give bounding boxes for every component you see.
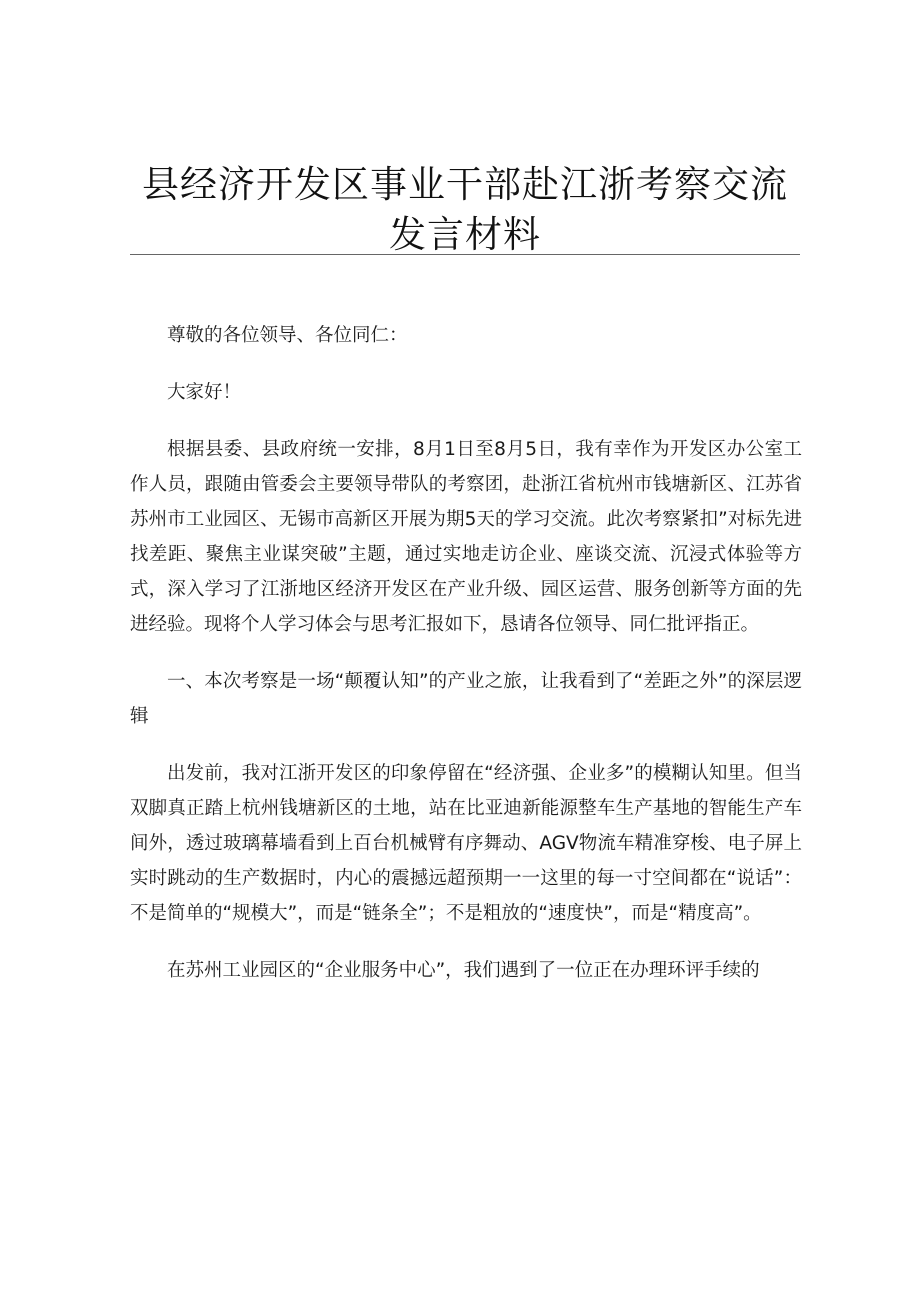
section-heading-1: 一、本次考察是一场“颠覆认知”的产业之旅，让我看到了“差距之外”的深层逻辑 — [130, 671, 802, 727]
body-paragraph: 在苏州工业园区的“企业服务中心”，我们遇到了一位正在办理环评手续的 — [167, 960, 760, 981]
salutation: 尊敬的各位领导、各位同仁： — [167, 325, 408, 346]
greeting: 大家好！ — [167, 382, 242, 403]
document-body — [130, 318, 802, 1010]
intro-paragraph: 根据县委、县政府统一安排，8月1日至8月5日，我有幸作为开发区办公室工作人员，跟随由管委会主要领导带队的考察团，赴浙江省杭州市钱塘新区、江苏省苏州市工业园区、无锡市高新区开展为期5天的学习交流。此次考察紧扣”对标先进找差距、聚焦主业谋突破”主题，通过实地走访企业、座谈交流、沉浸式体验等方式，深入学习了江浙地区经济开发区在产业升级、园区运营、服务创新等方面的先进经验。现将个人学习体会与思考汇报如下，恳请各位领导、同仁批评指正。 — [130, 439, 802, 635]
body-paragraph: 出发前，我对江浙开发区的印象停留在“经济强、企业多”的模糊认知里。但当双脚真正踏上杭州钱塘新区的土地，站在比亚迪新能源整车生产基地的智能生产车间外，透过玻璃幕墙看到上百台机械臂有序舞动、AGV物流车精准穿梭、电子屏上实时跳动的生产数据时，内心的震撼远超预期一一这里的每一寸空间都在“说话”：不是简单的“规模大”，而是“链条全”；不是粗放的“速度快”，而是“精度高”。 — [130, 763, 802, 924]
title-divider — [130, 254, 800, 255]
document-title: 县经济开发区事业干部赴江浙考察交流发言材料 — [142, 163, 788, 256]
